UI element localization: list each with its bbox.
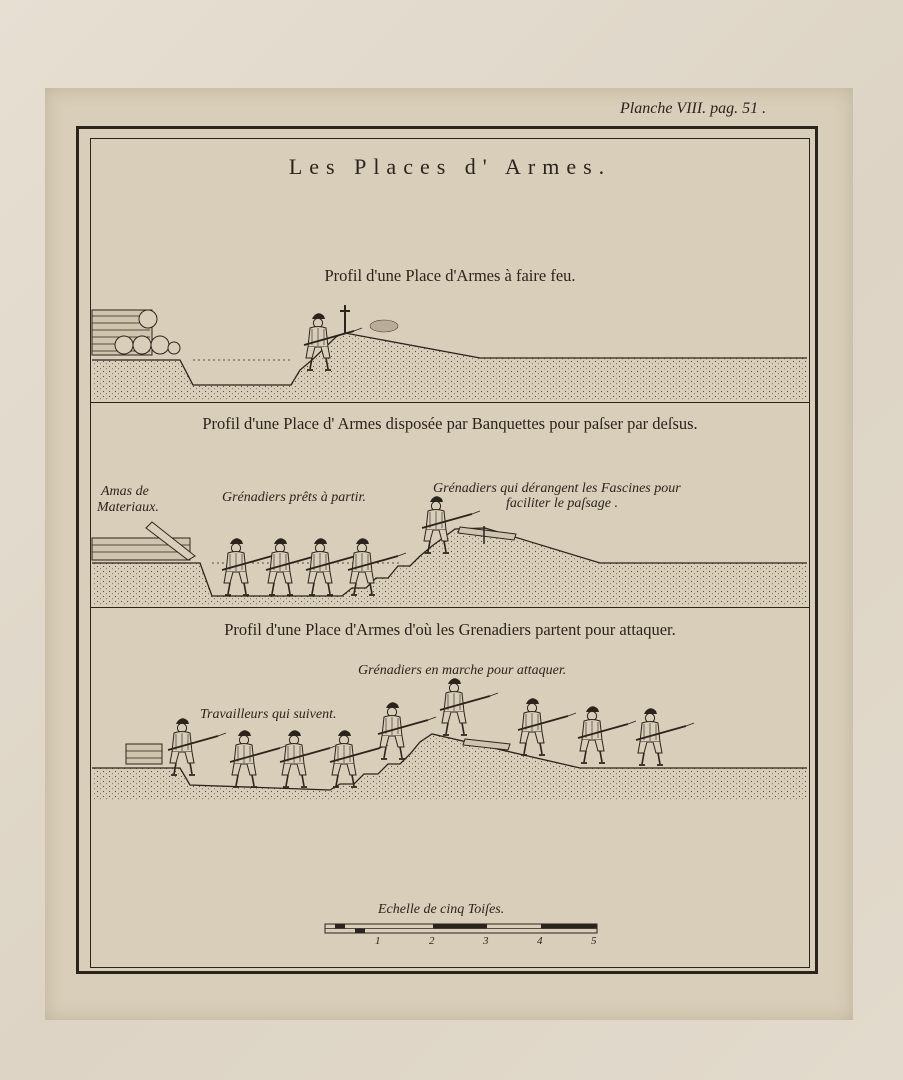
scale-label-1: 1 bbox=[375, 935, 381, 947]
scale-label-5: 5 bbox=[591, 935, 597, 947]
plate-title: Les Places d' Armes. bbox=[288, 154, 612, 179]
scale-label-4: 4 bbox=[537, 935, 543, 947]
grenadier-attacking bbox=[518, 698, 576, 755]
caption-grenadiers-prets: Grénadiers prêts à partir. bbox=[222, 490, 366, 505]
profile-2-title: Profil d'une Place d' Armes disposée par Banquettes pour paſser par deſsus. bbox=[202, 414, 698, 433]
caption-amas: Amas de bbox=[101, 484, 149, 499]
profile-2-ground bbox=[92, 528, 807, 605]
scale-label-2: 2 bbox=[429, 935, 435, 947]
profile-1-title: Profil d'une Place d'Armes à faire feu. bbox=[324, 266, 576, 285]
caption-materiaux: Materiaux. bbox=[97, 500, 159, 515]
caption-en-marche: Grénadiers en marche pour attaquer. bbox=[358, 663, 567, 678]
scale-label-3: 3 bbox=[483, 935, 489, 947]
profile-3-title: Profil d'une Place d'Armes d'où les Grenadiers partent pour attaquer. bbox=[224, 620, 676, 639]
caption-travailleurs: Travailleurs qui suivent. bbox=[200, 707, 337, 722]
profile-1-ground bbox=[92, 333, 807, 400]
plate-number: Planche VIII. pag. 51 . bbox=[620, 100, 767, 117]
scale-bar bbox=[325, 924, 597, 933]
fascine-bundle-3 bbox=[126, 744, 162, 764]
profile-3-ground bbox=[92, 734, 807, 800]
grenadier-attacking bbox=[636, 708, 694, 765]
fascine-pile-1 bbox=[92, 310, 180, 355]
grenadier-attacking bbox=[578, 706, 636, 763]
worker bbox=[168, 718, 226, 775]
caption-grenadiers-fascines: Grénadiers qui dérangent les Fascines pour bbox=[433, 481, 681, 496]
materials-pile bbox=[92, 522, 195, 560]
worker bbox=[280, 730, 338, 787]
scale-title: Echelle de cinq Toiſes. bbox=[378, 902, 505, 917]
caption-faciliter: faciliter le paſsage . bbox=[506, 496, 618, 511]
worker bbox=[230, 730, 288, 787]
grenadier-attacking bbox=[440, 678, 498, 735]
palisade-post bbox=[340, 305, 350, 333]
musket-smoke bbox=[370, 320, 398, 332]
